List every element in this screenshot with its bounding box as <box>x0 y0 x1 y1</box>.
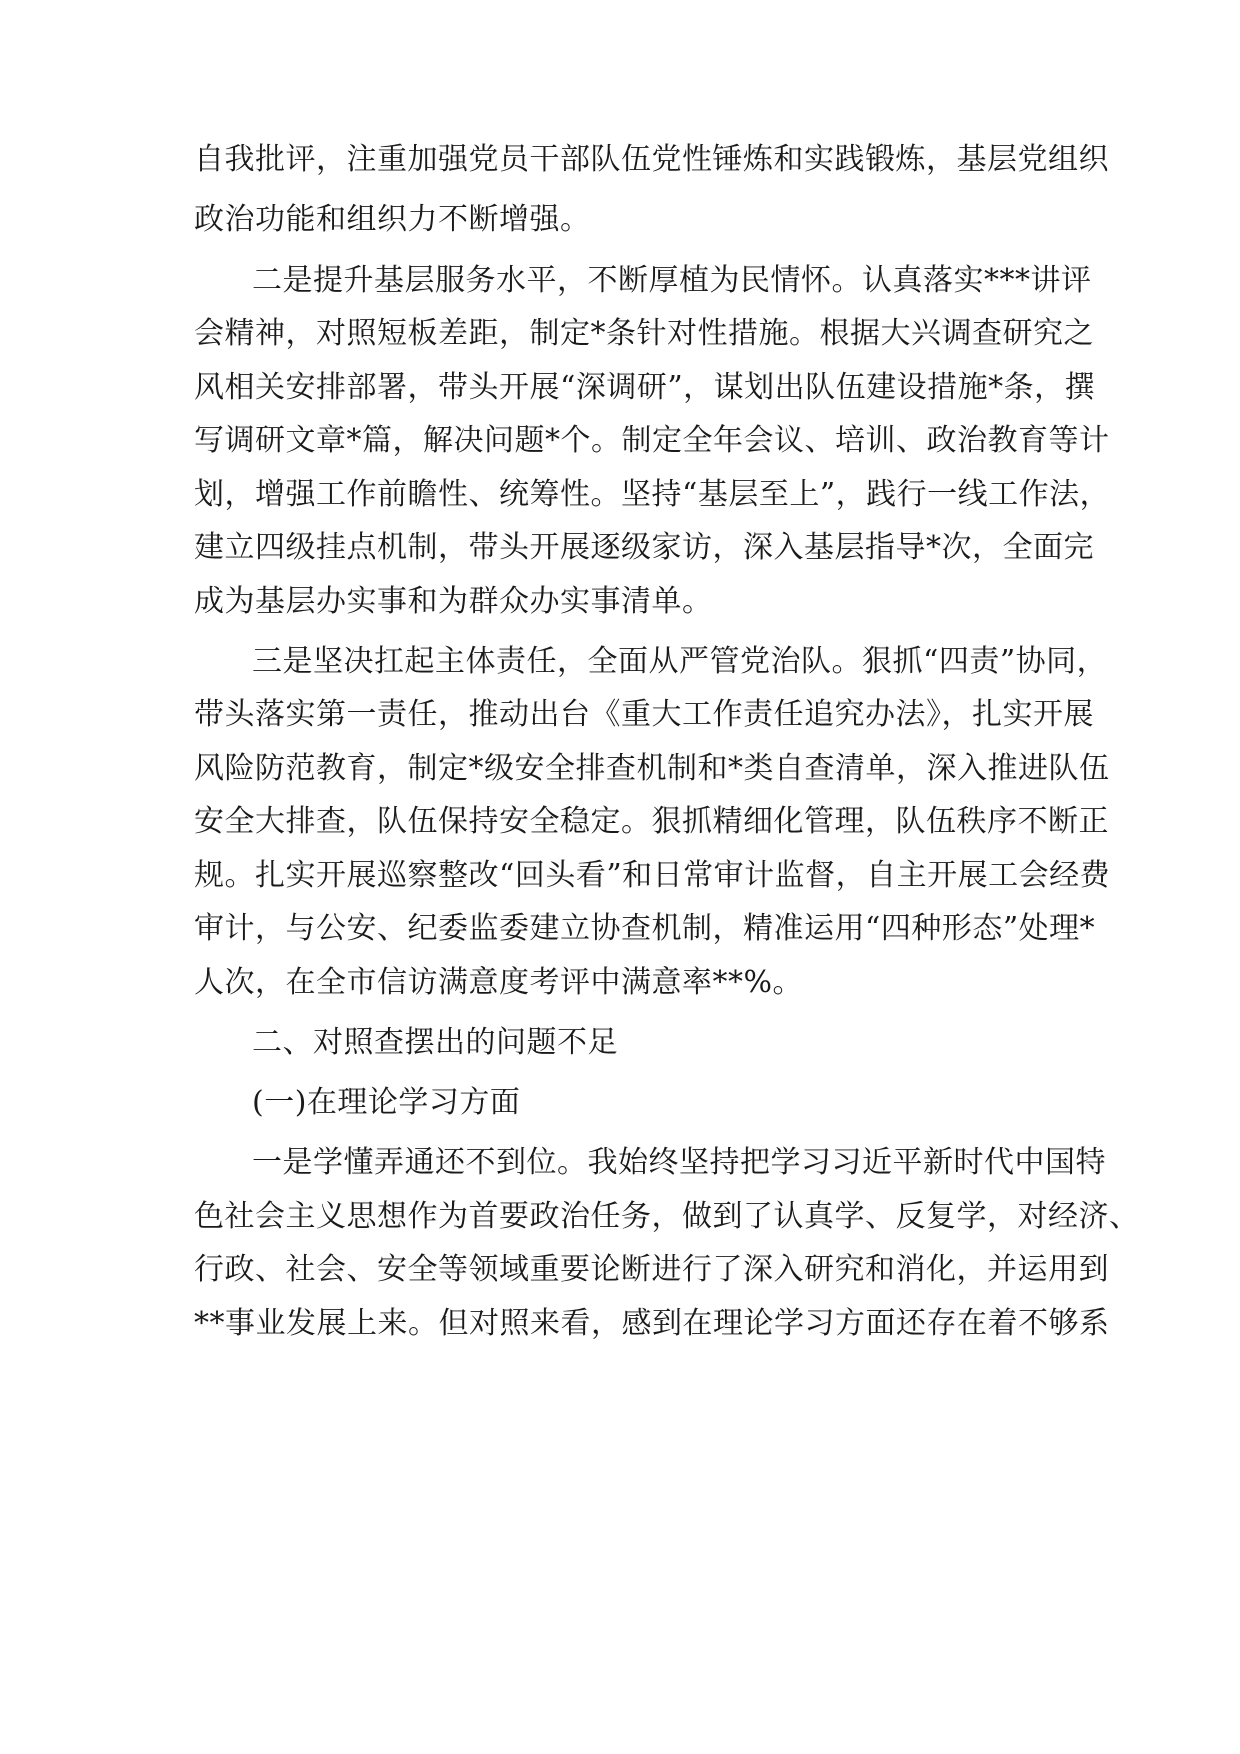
text-line: 人次，在全市信访满意度考评中满意率**%。 <box>194 965 804 1000</box>
text-line: 风相关安排部署，带头开展“深调研”，谋划出队伍建设措施*条，撰 <box>194 370 1096 405</box>
text-line: 自我批评，注重加强党员干部队伍党性锤炼和实践锻炼，基层党组织 <box>194 142 1109 177</box>
text-line: 划，增强工作前瞻性、统筹性。坚持“基层至上”，践行一线工作法， <box>194 477 1111 512</box>
text-line: 建立四级挂点机制，带头开展逐级家访，深入基层指导*次，全面完 <box>194 530 1094 565</box>
text-line: **事业发展上来。但对照来看，感到在理论学习方面还存在着不够系 <box>194 1306 1110 1341</box>
text-line: 风险防范教育，制定*级安全排查机制和*类自查清单，深入推进队伍 <box>194 751 1110 786</box>
text-line: 行政、社会、安全等领域重要论断进行了深入研究和消化，并运用到 <box>194 1252 1109 1287</box>
text-line: 规。扎实开展巡察整改“回头看”和日常审计监督，自主开展工会经费 <box>194 858 1111 893</box>
paragraph-3-start: 三是坚决扛起主体责任，全面从严管党治队。狠抓“四责”协同， <box>252 644 1108 679</box>
paragraph-4-start: 一是学懂弄通还不到位。我始终坚持把学习习近平新时代中国特 <box>252 1145 1106 1180</box>
text-line: 带头落实第一责任，推动出台《重大工作责任追究办法》，扎实开展 <box>194 697 1094 732</box>
text-line: 政治功能和组织力不断增强。 <box>194 202 591 237</box>
text-line: 会精神，对照短板差距，制定*条针对性措施。根据大兴调查研究之 <box>194 316 1094 351</box>
text-line: 安全大排查，队伍保持安全稳定。狠抓精细化管理，队伍秩序不断正 <box>194 804 1109 839</box>
subsection-heading: (一)在理论学习方面 <box>252 1085 521 1120</box>
section-heading: 二、对照查摆出的问题不足 <box>252 1025 618 1060</box>
text-line: 审计，与公安、纪委监委建立协查机制，精准运用“四种形态”处理* <box>194 911 1096 946</box>
paragraph-2-start: 二是提升基层服务水平，不断厚植为民情怀。认真落实***讲评 <box>252 263 1092 298</box>
text-line: 写调研文章*篇，解决问题*个。制定全年会议、培训、政治教育等计 <box>194 423 1110 458</box>
text-line: 成为基层办实事和为群众办实事清单。 <box>194 584 713 619</box>
text-line: 色社会主义思想作为首要政治任务，做到了认真学、反复学，对经济、 <box>194 1199 1140 1234</box>
